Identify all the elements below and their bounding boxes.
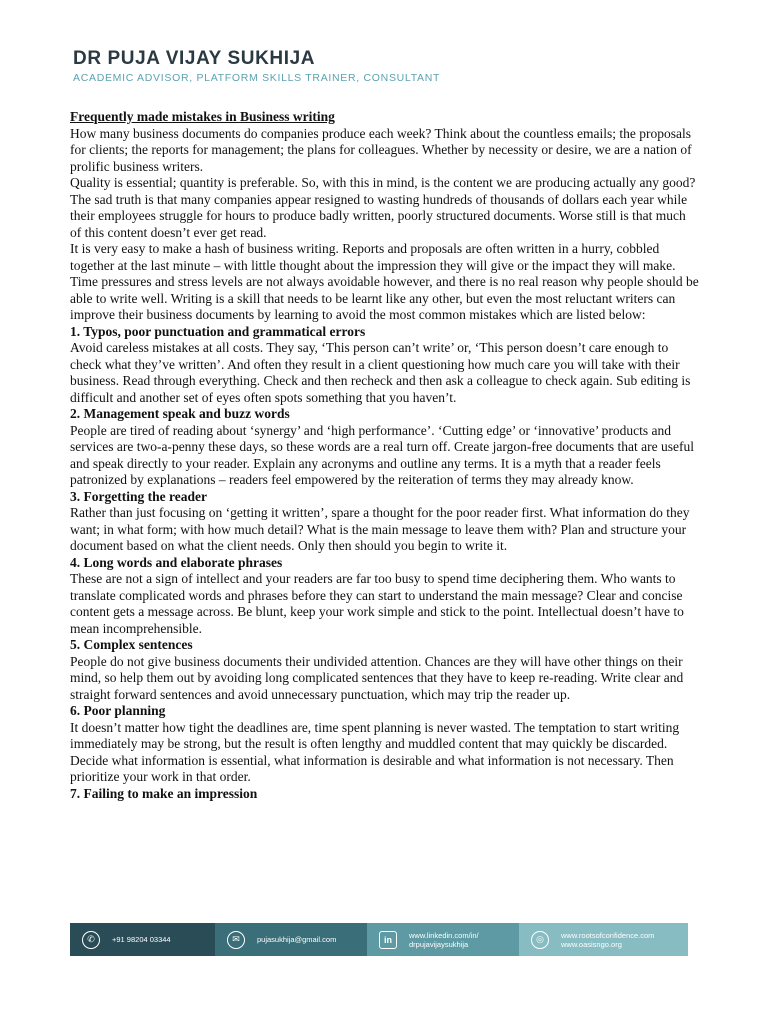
intro-paragraph: Quality is essential; quantity is preferable. So, with this in mind, is the content we are producing actually any good? The sad truth is that many companies appear resigned to wasting hundreds of thousands of dollars each year while their employees struggle for hours to produce badly written, poorly structured documents. Worse still is that much of this content doesn’t ever get read. (70, 175, 696, 240)
intro-paragraph: How many business documents do companies produce each week? Think about the countless emails; the proposals for clients; the reports for management; the plans for colleagues. Whether by necessity or desire, we are a nation of prolific business writers. (70, 125, 692, 174)
author-subtitle: ACADEMIC ADVISOR, PLATFORM SKILLS TRAINER, CONSULTANT (73, 72, 441, 84)
section-heading: 3. Forgetting the reader (70, 488, 207, 504)
linkedin-icon: in (379, 931, 397, 949)
section-heading: 5. Complex sentences (70, 637, 193, 652)
footer-websites[interactable] (519, 923, 688, 956)
author-name: DR PUJA VIJAY SUKHIJA (73, 48, 316, 69)
section-heading: 1. Typos, poor punctuation and grammatical errors (70, 323, 366, 339)
footer-linkedin[interactable] (367, 923, 519, 956)
footer-email[interactable] (215, 923, 367, 956)
website-url-2: www.oasisngo.org (561, 939, 622, 949)
section-heading: 6. Poor planning (70, 703, 166, 718)
section-body: Rather than just focusing on ‘getting it written’, spare a thought for the poor reader first. What information do they want; in what form; with how much detail? What is the main message to leave them with? Plan and structure your document based on what the client needs. Only then should you begin to write it. (70, 505, 690, 553)
intro-paragraph: It is very easy to make a hash of business writing. Reports and proposals are often written in a hurry, cobbled together at the last minute – with little thought about the impression they will give or the impact they will make. (70, 241, 676, 273)
email-icon: ✉ (227, 931, 245, 949)
article-body (70, 109, 700, 802)
section-heading: 2. Management speak and buzz words (70, 406, 290, 421)
phone-icon: ✆ (82, 931, 100, 949)
linkedin-url-line1: www.linkedin.com/in/ (409, 930, 479, 940)
email-address: pujasukhija@gmail.com (257, 935, 337, 944)
section-body: People are tired of reading about ‘synergy’ and ‘high performance’. ‘Cutting edge’ or ‘innovative’ products and services are two-a-penny these days, so these words are a real turn off. Create jargon-free documents that are useful and speak directly to your reader. Explain any acronyms and outline any terms. It is a myth that a reader feels patronized by explanations – readers feel empowered by the reiteration of terms they may already know. (70, 422, 694, 487)
section-body: People do not give business documents their undivided attention. Chances are they will have other things on their mind, so help them out by avoiding long complicated sentences that they have to keep re-reading. Write clear and straight forward sentences and avoid unnecessary punctuation, which may trip the reader up. (70, 653, 684, 702)
phone-number: +91 98204 03344 (112, 935, 171, 944)
footer-phone[interactable] (70, 923, 215, 956)
contact-footer (70, 923, 688, 956)
globe-icon: ◎ (531, 931, 549, 949)
website-url-1: www.rootsofconfidence.com (561, 930, 655, 940)
section-heading: 4. Long words and elaborate phrases (70, 554, 283, 570)
section-body: These are not a sign of intellect and your readers are far too busy to spend time deciphering them. Who wants to translate complicated words and phrases before they can start to understand the main message? Clear and concise content gets a message across. Be blunt, keep your work simple and stick to the point. Intellectual doesn’t have to mean incomprehensible. (70, 571, 684, 636)
article-title: Frequently made mistakes in Business writing (70, 109, 335, 124)
section-heading: 7. Failing to make an impression (70, 785, 258, 801)
linkedin-url-line2: drpujavijaysukhija (409, 939, 469, 949)
section-body: It doesn’t matter how tight the deadlines are, time spent planning is never wasted. The temptation to start writing immediately may be strong, but the result is often lengthy and muddled content that may quickly be discarded. Decide what information is essential, what information is desirable and what information is not necessary. Then prioritize your work in that order. (70, 719, 680, 784)
letterhead (73, 48, 440, 85)
section-body: Avoid careless mistakes at all costs. They say, ‘This person can’t write’ or, ‘This person doesn’t care enough to check what they’ve written’. And often they result in a client questioning how much care you will take with their business. Read through everything. Check and then recheck and then ask a colleague to check again. Sub editing is difficult and another set of eyes often spots something that you haven’t. (70, 340, 691, 405)
intro-paragraph: Time pressures and stress levels are not always avoidable however, and there is no real reason why people should be able to write well. Writing is a skill that needs to be learnt like any other, but even the most reluctant writers can improve their business documents by learning to avoid the most common mistakes which are listed below: (70, 274, 699, 322)
